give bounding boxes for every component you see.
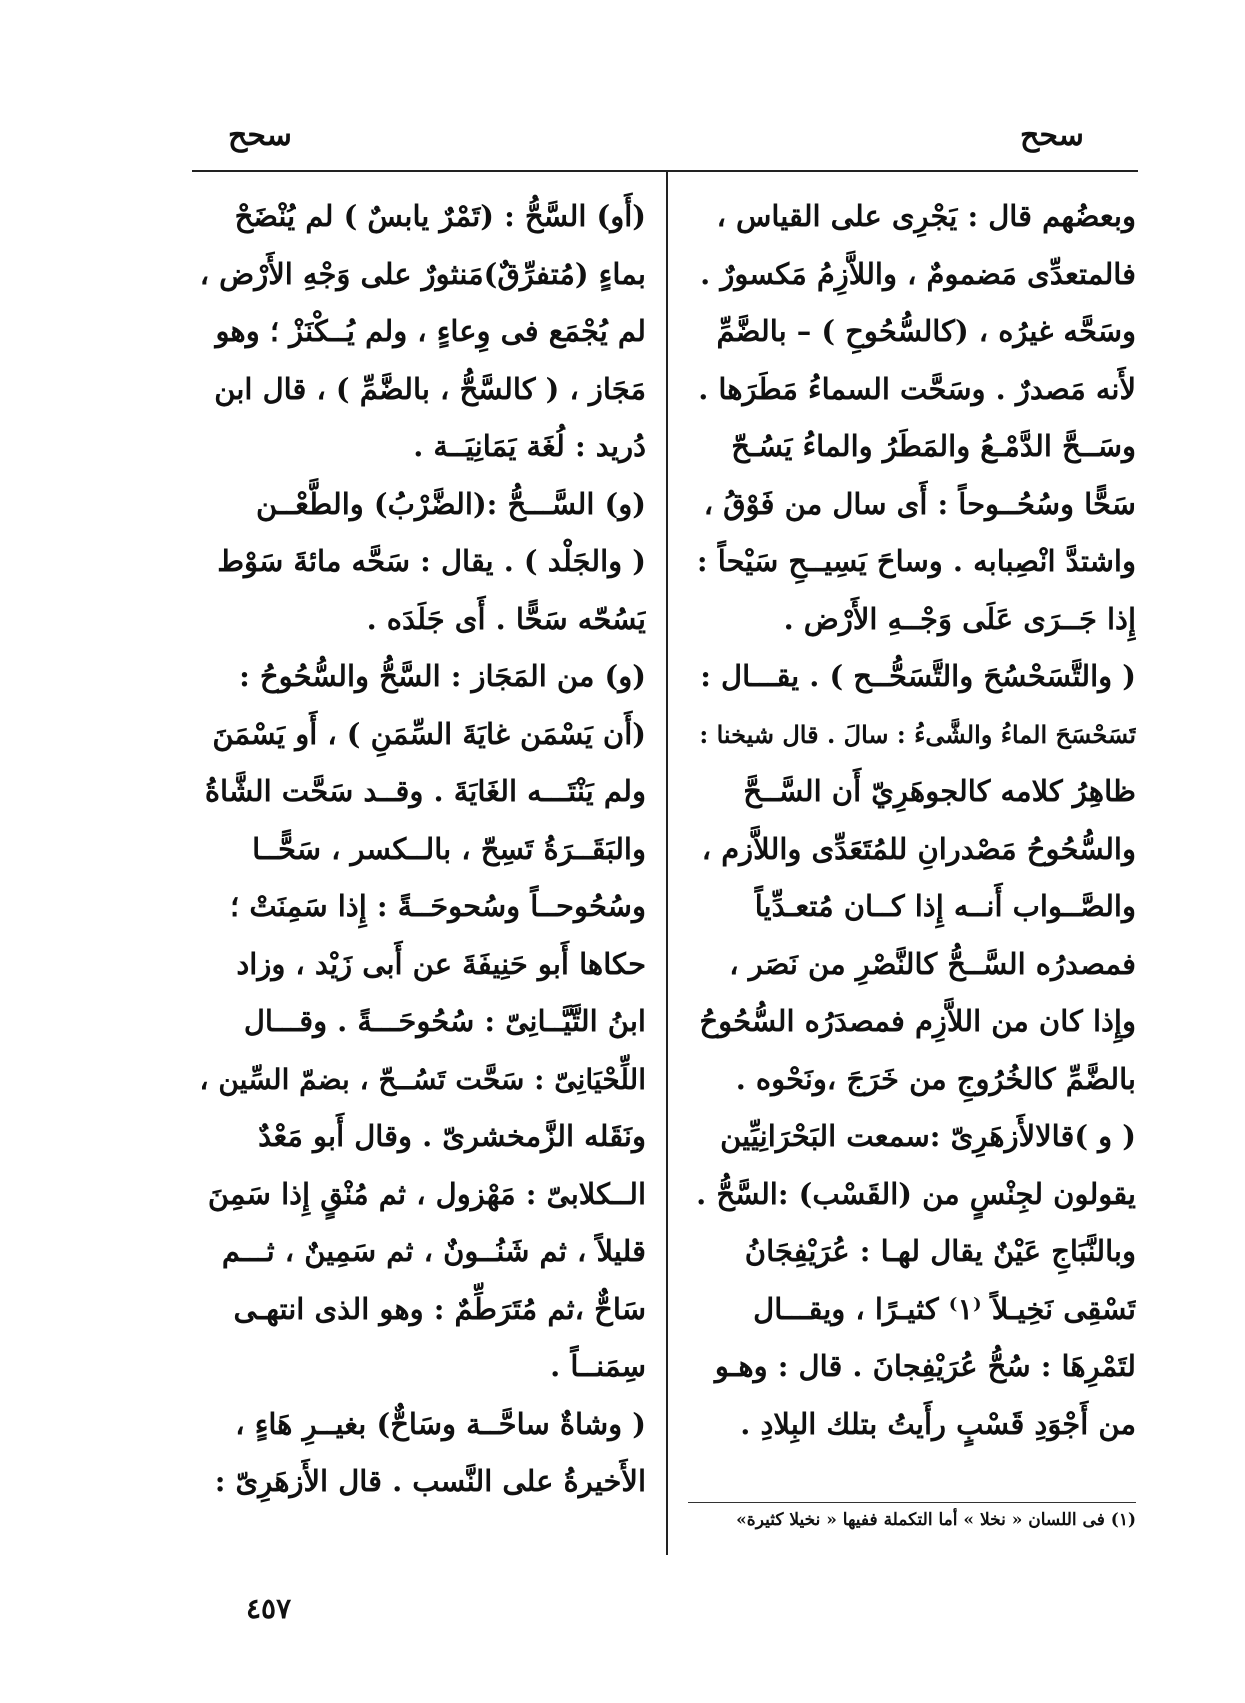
text-line: ( والجَلْد ) . يقال : سَحَّه مائةَ سَوْط (217, 544, 646, 578)
text-line: لم يُجْمَع فى وِعاءٍ ، ولم يُــكْنَزْ ؛ وهو (215, 314, 646, 348)
text-line: ابنُ التَّيَّــانِىّ : سُحُوحَـــةً . وقـــال (243, 1004, 646, 1038)
text-line: مَجَاز ، ( كالسَّحُّ ، بالضَّمِّ ) ، قال ابن (214, 371, 646, 406)
footnote-rule (688, 1502, 1136, 1503)
text-line: والصَّــواب أَنــه إِذا كــان مُتعـدِّياً (754, 889, 1136, 923)
text-line: لأَنه مَصدرٌ . وسَحَّت السماءُ مَطَرَها . (698, 371, 1136, 406)
left-column (186, 188, 646, 1558)
text-line: وسَــحَّ الدَّمْـعُ والمَطَرُ والماءُ يَسُـحّ (731, 429, 1136, 463)
text-line: ( والتَّسَحْسُحَ والتَّسَحُّــح ) . يقـــال : (700, 659, 1136, 693)
text-line: (و) من المَجَاز : السَّحُّ والسُّحُوحُ : (239, 659, 646, 693)
text-line: تَسْقِى نَخِيـلاً ⁽١⁾ كثيـرًا ، ويقـــال (753, 1291, 1136, 1326)
text-line: اللِّحْيَانِىّ : سَحَّت تَسُــحّ ، بضمّ السِّين ، (199, 1062, 646, 1096)
running-head-left: سحح (228, 118, 292, 153)
text-line: وبالنَّبَاجِ عَيْنٌ يقال لهـا : عُرَيْفِجَانُ (744, 1234, 1136, 1268)
text-line: والبَقَــرَةُ تَسِحّ ، بالــكسر ، سَحًّــا (252, 831, 646, 866)
text-line: بماءٍ (مُتفرِّقٌ)مَنثورٌ على وَجْهِ الأَرْض ، (199, 256, 646, 291)
page-number: ٤٥٧ (246, 1592, 292, 1625)
text-line: ( وشاةٌ ساحَّــة وسَاحٌّ) بغيــرِ هَاءٍ ، (235, 1406, 646, 1441)
text-line: الأَخيرةُ على النَّسب . قال الأَزهَرِىّ : (214, 1464, 646, 1498)
footnote: (١) فى اللسان « نخلا » أما التكملة ففيها « نخيلا كثيرة» (736, 1510, 1136, 1530)
text-line: يقولون لجِنْسٍ من (القَسْب) :السَّحُّ . (696, 1176, 1136, 1211)
text-line: وسَحَّه غيرُه ، (كالسُّحُوحِ ) – بالضَّمِّ (716, 314, 1136, 348)
text-line: فالمتعدِّى مَضمومٌ ، واللاَّزِمُ مَكسورٌ . (700, 256, 1136, 291)
text-line: (و) السَّـــحُّ :(الضَّرْبُ) والطَّعْــن (256, 486, 646, 521)
right-column (688, 188, 1136, 1463)
text-line: ولم يَنْتَـــه الغَايَةَ . وقــد سَحَّت الشَّاةُ (204, 774, 646, 808)
text-line: حكاها أَبو حَنِيفَةَ عن أَبى زَيْد ، وزاد (236, 946, 646, 981)
text-line: (أَو) السَّحُّ : (تَمْرٌ يابسٌ ) لم يُنْضَحْ (234, 199, 646, 233)
text-line: (أَن يَسْمَن غايَةَ السِّمَنِ ) ، أَو يَسْمَنَ (212, 716, 646, 751)
text-line: الــكلابىّ : مَهْزول ، ثم مُنْقٍ إِذا سَمِنَ (207, 1176, 646, 1211)
text-line: ونَقَله الزَّمخشرىّ . وقال أَبو مَعْدٌ (258, 1119, 646, 1153)
text-line: فمصدرُه السَّــحُّ كالنَّصْرِ من نَصَر ، (729, 946, 1136, 981)
text-line: دُريد : لُغَة يَمَانِيَــة . (413, 429, 646, 463)
text-line: قليلاً ، ثم شَنُــونٌ ، ثم سَمِينٌ ، ثـــم (221, 1234, 646, 1268)
text-line: ( و )قالالأَزهَرِىّ :سمعت البَحْرَانِيِّين (720, 1119, 1136, 1153)
text-line: من أَجْوَدِ قَسْبٍ رأَيتُ بتلك البِلادِ . (740, 1406, 1136, 1441)
text-line: سَحًّا وسُحُــوحاً : أَى سال من فَوْقُ ، (703, 486, 1136, 521)
text-line: ظاهِرُ كلامه كالجوهَرِيّ أَن السَّــحَّ (743, 774, 1136, 808)
text-line: والسُّحُوحُ مَصْدرانِ للمُتَعَدِّى واللاَّزم ، (701, 831, 1136, 866)
text-line: وسُحُوحــاً وسُحوحَــةً : إِذا سَمِنَتْ ؛ (230, 889, 646, 923)
text-line: لتَمْرِهَا : سُحُّ عُرَيْفِجانَ . قال : وهـو (714, 1349, 1136, 1383)
header-rule (192, 170, 1138, 172)
column-divider (666, 170, 668, 1555)
text-line: وبعضُهم قال : يَجْرِى على القياس ، (716, 199, 1136, 233)
running-head-right: سحح (1020, 118, 1084, 153)
text-line: وإِذا كان من اللاَّزِم فمصدَرُه السُّحُوحُ (699, 1004, 1136, 1038)
text-line: يَسُحّه سَحًّا . أَى جَلَدَه . (366, 601, 646, 636)
text-line: بالضَّمِّ كالخُرُوجِ من خَرَجَ ،ونَحْوه . (735, 1061, 1136, 1096)
text-line: إِذا جَــرَى عَلَى وَجْــهِ الأَرْض . (783, 601, 1136, 636)
text-line: سِمَنــاً . (550, 1349, 646, 1383)
text-line: تَسَحْسَحَ الماءُ والشَّىءُ : سالَ . قال شيخنا : (699, 719, 1136, 749)
text-line: واشتدَّ انْصِبابه . وساحَ يَسِيــحِ سَيْحاً : (696, 544, 1136, 578)
text-line: سَاحٌّ ،ثم مُتَرَطِّمٌ : وهو الذى انتهـى (233, 1291, 646, 1326)
